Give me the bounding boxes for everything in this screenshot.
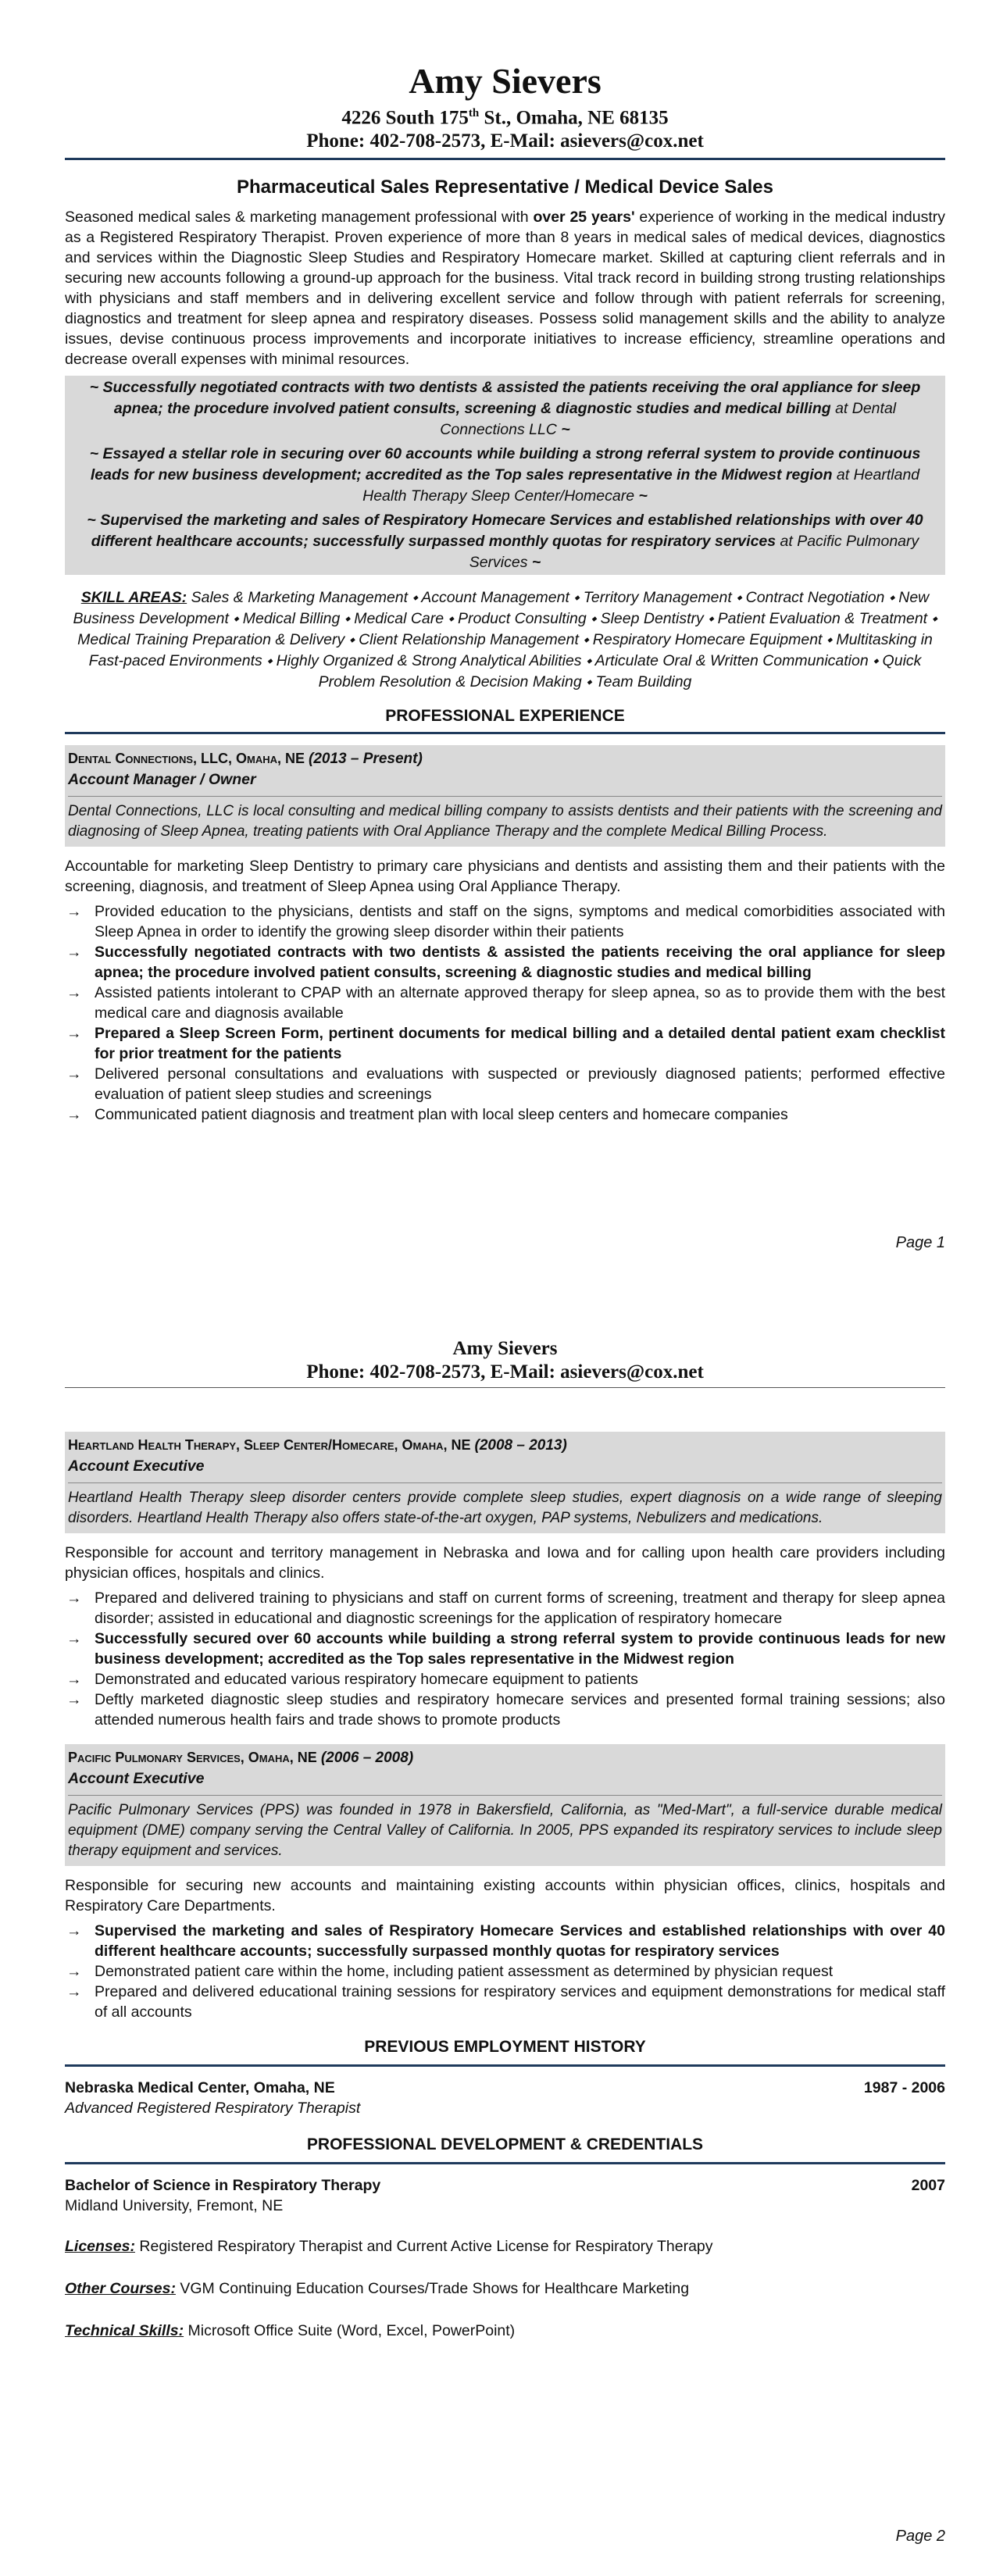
list-item: → Prepared a Sleep Screen Form, pertinent documents for medical billing and a detailed dental patient exam checklist for prior treatment for the patients [66, 1025, 945, 1063]
list-item: → Communicated patient diagnosis and treatment plan with local sleep centers and homecare companies [66, 1106, 788, 1124]
summary-paragraph: Seasoned medical sales & marketing management professional with over 25 years' experience of working in the medical industry as a Registered Respiratory Therapist. Proven experience of more than 8 years in medical sales of medical devices, diagnostics and services within the Diagnostic Sleep Studies and Respiratory Homecare market. Skilled at capturing client referrals and in securing new accounts following a ground-up approach for the business. Vital track record in building strong trusting relationships with physicians and staff members and in delivering excellent service and follow through with patient referrals for screening, diagnostics and treatment for sleep apnea and respiratory diseases. Possess solid management skills and the ability to analyze issues, devise continuous process improvements and incorporate initiatives to increase efficiency, streamline operations and decrease overall expenses with minimal resources. [65, 209, 945, 369]
company-description: Pacific Pulmonary Services (PPS) was founded in 1978 in Bakersfield, California, as "Med-Mart", a full-service durable medical equipment (DME) company serving the Central Valley of California. In 2005, PPS expanded its respiratory services to include sleep therapy equipment and services. [68, 1795, 942, 1861]
list-item: → Provided education to the physicians, dentists and staff on the signs, symptoms and medical comorbidities associated with Sleep Apnea in order to identify the growing sleep disorder within their patients [66, 903, 945, 941]
section-heading-development: PROFESSIONAL DEVELOPMENT & CREDENTIALS [306, 2135, 704, 2153]
credential-technical-skills: Technical Skills: Microsoft Office Suite (Word, Excel, PowerPoint) [65, 2322, 516, 2339]
arrow-icon: → [66, 1922, 82, 1939]
list-item: → Deftly marketed diagnostic sleep studies and respiratory homecare services and presented formal training sessions; also attended numerous health fairs and trade shows to promote products [66, 1691, 945, 1729]
list-item: → Successfully negotiated contracts with two dentists & assisted the patients receiving the oral appliance for sleep apnea; the procedure involved patient consults, screening & diagnostic studies and medical billing [66, 944, 945, 982]
list-item: → Assisted patients intolerant to CPAP with an alternate approved therapy for sleep apnea, so as to provide them with the best medical care and diagnosis available [66, 984, 945, 1022]
job-intro: Responsible for account and territory management in Nebraska and Iowa and for calling upon health care providers including physician offices, hospitals and clinics. [65, 1544, 945, 1582]
list-item: → Demonstrated and educated various respiratory homecare equipment to patients [66, 1671, 638, 1688]
job-bullets [65, 1588, 945, 1730]
degree-name: Bachelor of Science in Respiratory Therapy [65, 2177, 381, 2194]
job-bullets [65, 901, 945, 1125]
previous-employer-row [65, 2078, 945, 2098]
resume-page-2 [0, 1337, 996, 2341]
candidate-name-page-2: Amy Sievers [452, 1338, 558, 1359]
arrow-icon: → [66, 903, 82, 921]
company-description: Heartland Health Therapy sleep disorder centers provide complete sleep studies, expert diagnosis on a wide range of sleeping disorders. Heartland Health Therapy also offers state-of-the-art oxygen, PAP systems, Nebulizers and medications. [68, 1482, 942, 1529]
section-divider [65, 2162, 945, 2164]
candidate-name: Amy Sievers [409, 61, 602, 101]
previous-role: Advanced Registered Respiratory Therapist [65, 2100, 361, 2117]
arrow-icon: → [66, 1025, 82, 1043]
address: 4226 South 175th St., Omaha, NE 68135 [341, 107, 669, 129]
company-description: Dental Connections, LLC is local consulting and medical billing company to assists dentists and their patients with the screening and diagnosing of Sleep Apnea, treating patients with Oral Appliance Therapy and the complete Medical Billing Process. [68, 796, 942, 842]
job-role: Account Manager / Owner [68, 771, 256, 789]
arrow-icon: → [66, 1983, 82, 2000]
section-heading-previous: PREVIOUS EMPLOYMENT HISTORY [364, 2038, 646, 2056]
job-role: Account Executive [68, 1457, 205, 1475]
degree-year: 2007 [911, 2177, 945, 2194]
accomplishments-box [65, 376, 945, 575]
resume-page-1 [0, 61, 996, 1125]
school-name: Midland University, Fremont, NE [65, 2197, 284, 2214]
accomplishment-item: ~ Successfully negotiated contracts with two dentists & assisted the patients receiving the oral appliance for sleep apnea; the procedure involved patient consults, screening & diagnostic studies and medical billing at Dental Connections LLC ~ [65, 376, 945, 442]
company-name: Dental Connections, LLC, Omaha, NE [68, 751, 309, 767]
page-number: Page 1 [895, 1234, 945, 1251]
list-item: → Supervised the marketing and sales of Respiratory Homecare Services and established relationships with over 40 different healthcare accounts; successfully surpassed monthly quotas for respiratory services [66, 1922, 945, 1960]
accomplishment-item: ~ Essayed a stellar role in securing over 60 accounts while building a strong referral system to provide continuous leads for new business development; accredited as the Top sales representative in the Midwest region at Heartland Health Therapy Sleep Center/Homecare ~ [65, 442, 945, 508]
job-role: Account Executive [68, 1770, 205, 1787]
arrow-icon: → [66, 1671, 82, 1688]
section-heading-experience: PROFESSIONAL EXPERIENCE [385, 707, 625, 726]
list-item: → Prepared and delivered training to physicians and staff on current forms of screening, treatment and therapy for sleep apnea disorder; assisted in educational and diagnostic screenings for the application of respiratory homecare [66, 1589, 945, 1627]
arrow-icon: → [66, 1630, 82, 1647]
list-item: → Delivered personal consultations and evaluations with suspected or previously diagnosed patients; performed effective evaluation of patient sleep studies and screenings [66, 1065, 945, 1104]
job-dates: (2013 – Present) [309, 751, 423, 768]
arrow-icon: → [66, 1963, 82, 1980]
job-header-heartland [65, 1432, 945, 1533]
accomplishment-item: ~ Supervised the marketing and sales of Respiratory Homecare Services and established relationships with over 40 different healthcare accounts; successfully surpassed monthly quotas for respiratory services at Pacific Pulmonary Services ~ [65, 508, 945, 575]
credential-licenses: Licenses: Registered Respiratory Therapist and Current Active License for Respiratory Therapy [65, 2238, 713, 2255]
resume-title: Pharmaceutical Sales Representative / Medical Device Sales [236, 177, 774, 198]
arrow-icon: → [66, 1691, 82, 1708]
company-name: Pacific Pulmonary Services, Omaha, NE [68, 1750, 321, 1765]
arrow-icon: → [66, 944, 82, 962]
arrow-icon: → [66, 1065, 82, 1083]
job-intro: Responsible for securing new accounts and maintaining existing accounts within physician offices, clinics, hospitals and Respiratory Care Departments. [65, 1877, 945, 1914]
job-dates: (2006 – 2008) [320, 1750, 414, 1766]
employment-years: 1987 - 2006 [863, 2079, 945, 2096]
degree-row [65, 2175, 945, 2196]
list-item: → Successfully secured over 60 accounts while building a strong referral system to provide continuous leads for new business development; accredited as the Top sales representative in the Midwest region [66, 1630, 945, 1668]
job-header-pacific-pulmonary [65, 1744, 945, 1866]
job-header-dental-connections [65, 745, 945, 847]
job-bullets [65, 1921, 945, 2022]
company-name: Heartland Health Therapy, Sleep Center/Homecare, Omaha, NE [68, 1437, 475, 1453]
arrow-icon: → [66, 1106, 82, 1124]
employer-name: Nebraska Medical Center, Omaha, NE [65, 2079, 335, 2096]
list-item: → Demonstrated patient care within the home, including patient assessment as determined by physician request [66, 1963, 834, 1980]
section-divider [65, 2064, 945, 2067]
job-dates: (2008 – 2013) [474, 1437, 567, 1454]
arrow-icon: → [66, 1589, 82, 1607]
credential-other-courses: Other Courses: VGM Continuing Education Courses/Trade Shows for Healthcare Marketing [65, 2280, 690, 2297]
page-number-2-wrap [0, 2528, 996, 2546]
skill-areas: SKILL AREAS: Sales & Marketing Management ⬩ Account Management ⬩ Territory Management ⬩ Contract Negotiation ⬩ New Business Development ⬩ Medical Billing ⬩ Medical Care ⬩ Product Consulting ⬩ Sleep Dentistry ⬩ Patient Evaluation & Treatment ⬩ Medical Training Preparation & Delivery ⬩ Client Relationship Management ⬩ Respiratory Homecare Equipment ⬩ Multitasking in Fast-paced Environments ⬩ Highly Organized & Strong Analytical Abilities ⬩ Articulate Oral & Written Communication ⬩ Quick Problem Resolution & Decision Making ⬩ Team Building [73, 589, 937, 691]
arrow-icon: → [66, 984, 82, 1002]
job-intro: Accountable for marketing Sleep Dentistry to primary care physicians and dentists and assisting them and their patients with the screening, diagnosis, and treatment of Sleep Apnea using Oral Appliance Therapy. [65, 858, 945, 896]
list-item: → Prepared and delivered educational training sessions for respiratory services and equipment demonstrations for medical staff of all accounts [66, 1983, 945, 2021]
header-divider [65, 158, 945, 160]
header-divider-page-2 [65, 1387, 945, 1388]
contact-line-page-2: Phone: 402-708-2573, E-Mail: asievers@cox.net [306, 1361, 704, 1383]
contact-line: Phone: 402-708-2573, E-Mail: asievers@cox.net [306, 130, 704, 152]
page-number-1-wrap [0, 1234, 996, 1252]
page-number: Page 2 [895, 2528, 945, 2545]
section-divider [65, 732, 945, 734]
